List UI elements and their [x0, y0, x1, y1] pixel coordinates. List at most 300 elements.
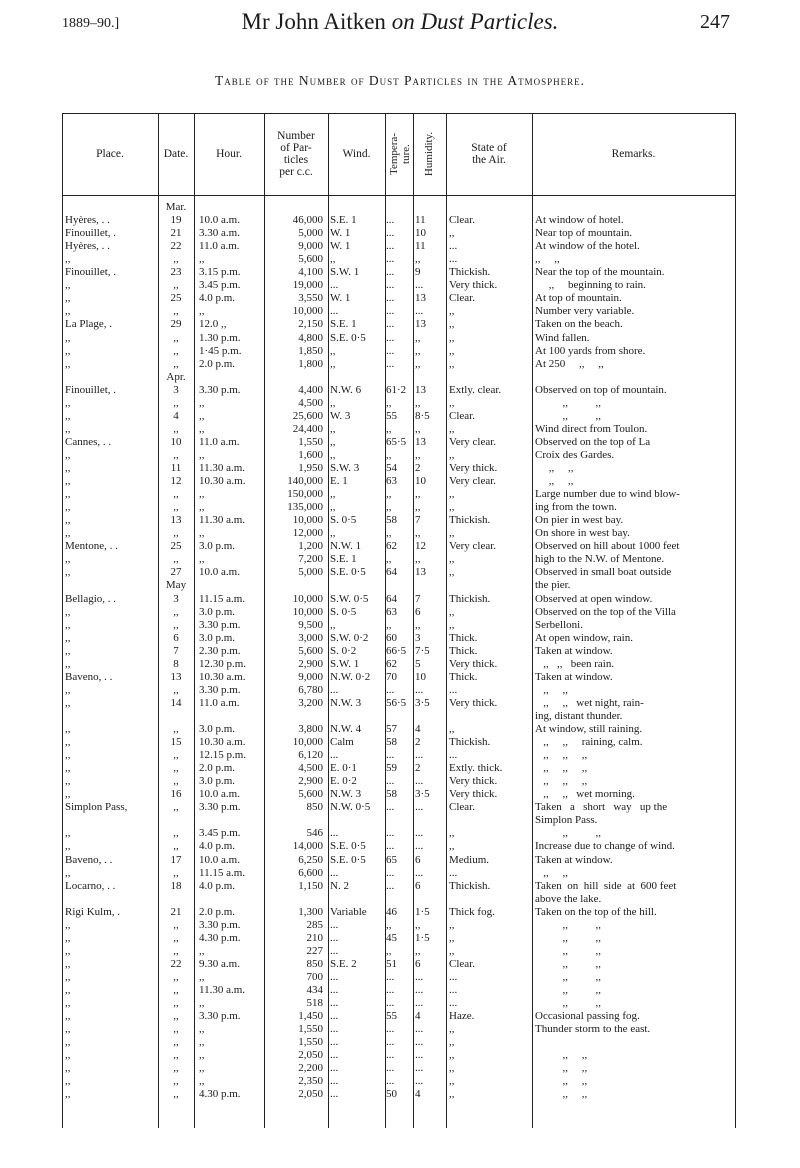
cell-temperature: 65 [386, 853, 397, 866]
column-header-remarks: Remarks. [611, 148, 656, 160]
cell-humidity: 5 [415, 657, 421, 670]
cell-wind: E. 0·2 [330, 775, 357, 788]
table-row [62, 397, 736, 410]
cell-hour: 3.30 p.m. [199, 618, 241, 631]
cell-humidity: 1·5 [415, 931, 430, 944]
cell-state: ,, [449, 618, 455, 631]
cell-remarks: ,, ,, [535, 957, 601, 970]
cell-place: ,, [65, 1088, 71, 1101]
page-header [0, 0, 800, 60]
cell-date: ,, [173, 1036, 179, 1049]
cell-date: ,, [173, 527, 179, 540]
cell-number: 9,500 [298, 618, 323, 631]
table-row [62, 945, 736, 958]
cell-place: Baveno, . . [65, 670, 113, 683]
cell-wind: ,, [330, 488, 336, 501]
cell-hour: 4.0 p.m. [199, 840, 236, 853]
cell-temperature: 45 [386, 931, 397, 944]
cell-place: Locarno, . . [65, 879, 116, 892]
table-row [62, 332, 736, 345]
cell-temperature: 62 [386, 540, 397, 553]
cell-place: ,, [65, 866, 71, 879]
cell-place: Hyères, . . [65, 240, 110, 253]
cell-remarks: ,, ,, [535, 462, 574, 474]
cell-place: ,, [65, 957, 71, 970]
cell-number: 1,450 [298, 1010, 323, 1023]
cell-date: ,, [173, 1049, 179, 1062]
cell-humidity: ... [415, 1023, 424, 1036]
cell-humidity: ,, [415, 618, 421, 631]
cell-place: ,, [65, 1010, 71, 1023]
cell-humidity: ,, [415, 448, 421, 461]
cell-wind: ... [330, 944, 339, 957]
cell-state: ... [449, 984, 458, 996]
cell-hour: ,, [199, 944, 205, 957]
cell-number: 9,000 [298, 240, 323, 253]
cell-place: ,, [65, 279, 71, 292]
table-row [62, 762, 736, 775]
cell-temperature: ,, [386, 944, 392, 957]
cell-date: ,, [173, 331, 179, 344]
cell-wind: S. 0·5 [330, 514, 357, 527]
cell-state: ,, [449, 357, 455, 370]
cell-place: ,, [65, 305, 71, 318]
cell-place: ,, [65, 683, 71, 696]
cell-state: ,, [449, 318, 455, 331]
table-row [62, 475, 736, 488]
cell-remarks: Taken at window. [535, 670, 613, 683]
cell-remarks: At open window, rain. [535, 631, 633, 644]
cell-place: ,, [65, 775, 71, 788]
cell-remarks: Taken on hill side at 600 feet [535, 879, 677, 892]
cell-temperature: ... [386, 240, 395, 253]
cell-number: 1,300 [298, 905, 323, 918]
cell-place: ,, [65, 723, 71, 735]
cell-state: ,, [449, 1088, 455, 1101]
cell-hour: 9.30 a.m. [199, 957, 240, 970]
table-row [62, 410, 736, 423]
cell-hour: ,, [199, 253, 205, 266]
cell-remarks: ,, ,, [535, 409, 601, 422]
cell-hour: 2.0 p.m. [199, 905, 236, 918]
cell-remarks: Observed on hill about 1000 feet [535, 540, 680, 553]
cell-humidity: 13 [415, 318, 426, 331]
cell-date: 16 [170, 788, 182, 801]
cell-state: ... [449, 749, 458, 762]
cell-number: 5,000 [298, 566, 323, 579]
cell-number: 9,000 [298, 670, 323, 683]
cell-hour: 12.0 ,, [199, 318, 227, 331]
cell-wind: ,, [330, 396, 336, 409]
cell-hour: ,, [199, 1023, 205, 1036]
cell-remarks: ,, ,, wet morning. [535, 788, 635, 801]
cell-date: 21 [170, 227, 182, 240]
cell-wind: S. 0·5 [330, 605, 357, 618]
cell-state: ... [449, 997, 458, 1010]
cell-number: 1,950 [298, 462, 323, 474]
table-row [62, 997, 736, 1010]
cell-temperature: ... [386, 775, 395, 788]
cell-hour: 4.0 p.m. [199, 292, 236, 305]
table-row [62, 436, 736, 449]
table-row [62, 1062, 736, 1075]
cell-humidity: 8·5 [415, 409, 430, 422]
table-row [62, 606, 736, 619]
cell-date: ,, [173, 448, 179, 461]
cell-humidity: ,, [415, 396, 421, 409]
cell-remarks: Taken at window. [535, 644, 613, 657]
cell-date: ,, [173, 931, 179, 944]
cell-temperature: 60 [386, 631, 397, 644]
cell-state: Very clear. [449, 540, 497, 553]
cell-date: May [165, 579, 187, 592]
cell-remarks: At window of hotel. [535, 214, 624, 227]
cell-date: ,, [173, 683, 179, 696]
cell-hour: ,, [199, 527, 205, 540]
cell-state: ,, [449, 227, 455, 240]
cell-temperature: 58 [386, 736, 397, 749]
cell-place: ,, [65, 396, 71, 409]
cell-remarks: the pier. [535, 579, 571, 592]
cell-humidity: 1·5 [415, 905, 430, 918]
cell-hour: 10.0 a.m. [199, 788, 240, 801]
cell-number: 227 [306, 944, 323, 957]
table-title: Table of the Number of Dust Particles in the Atmosphere. [215, 73, 585, 88]
cell-date: ,, [173, 344, 179, 357]
column-header-state-line: the Air. [472, 154, 506, 166]
cell-state: ,, [449, 566, 455, 579]
cell-wind: S.E. 0·5 [330, 840, 366, 853]
table-row [62, 619, 736, 632]
cell-place: ,, [65, 696, 71, 709]
cell-wind: N.W. 3 [330, 788, 362, 801]
cell-remarks: high to the N.W. of Mentone. [535, 553, 665, 566]
cell-state: Very thick. [449, 657, 498, 670]
cell-hour: 2.0 p.m. [199, 762, 236, 775]
cell-place: ,, [65, 292, 71, 305]
cell-hour: 10.0 a.m. [199, 566, 240, 579]
cell-wind: N.W. 0·2 [330, 670, 371, 683]
table-row [62, 462, 736, 475]
cell-state: Very thick. [449, 696, 498, 709]
cell-place: ,, [65, 984, 71, 996]
cell-wind: ,, [330, 448, 336, 461]
cell-number: 5,600 [298, 788, 323, 801]
cell-wind: ... [330, 1036, 339, 1049]
column-header-number-line: Number [277, 130, 315, 142]
cell-hour: 10.30 a.m. [199, 736, 246, 749]
cell-wind: ,, [330, 435, 336, 448]
cell-hour: 2.0 p.m. [199, 357, 236, 370]
cell-date: ,, [173, 1088, 179, 1101]
cell-wind: E. 0·1 [330, 762, 357, 775]
cell-state: ,, [449, 488, 455, 501]
cell-temperature: ... [386, 1023, 395, 1036]
cell-humidity: 2 [415, 462, 421, 474]
cell-humidity: ... [415, 1075, 424, 1088]
cell-humidity: 10 [415, 475, 426, 488]
cell-humidity: 6 [415, 879, 421, 892]
cell-remarks: above the lake. [535, 892, 602, 905]
cell-state: ,, [449, 1075, 455, 1088]
cell-number: 518 [306, 997, 323, 1010]
cell-remarks: Simplon Pass. [535, 814, 598, 827]
cell-state: Thickish. [449, 736, 491, 749]
table-row [62, 854, 736, 867]
cell-place: ,, [65, 462, 71, 474]
cell-remarks: At top of mountain. [535, 292, 622, 305]
cell-state: Thickish. [449, 514, 491, 527]
cell-wind: S.W. 1 [330, 657, 360, 670]
cell-temperature: 66·5 [386, 644, 407, 657]
cell-place: ,, [65, 840, 71, 853]
cell-hour: 4.0 p.m. [199, 879, 236, 892]
cell-date: ,, [173, 1023, 179, 1036]
cell-wind: ... [330, 1049, 339, 1062]
cell-number: 6,600 [298, 866, 323, 879]
table-row [62, 906, 736, 919]
cell-temperature: ... [386, 1036, 395, 1049]
cell-temperature: ... [386, 970, 395, 983]
cell-hour: 11.0 a.m. [199, 696, 240, 709]
cell-date: 25 [170, 292, 182, 305]
table-row [62, 501, 736, 514]
cell-number: 4,400 [298, 383, 323, 396]
cell-date: 22 [170, 240, 182, 253]
cell-hour: 1·45 p.m. [199, 344, 242, 357]
cell-remarks: Observed on the top of the Villa [535, 605, 676, 618]
cell-state: Thick fog. [449, 905, 495, 918]
cell-hour: 1.30 p.m. [199, 331, 241, 344]
table-row [62, 723, 736, 736]
running-head-topic: on Dust Particles. [391, 9, 559, 34]
cell-hour: ,, [199, 448, 205, 461]
cell-temperature: ... [386, 318, 395, 331]
cell-state: ,, [449, 305, 455, 318]
cell-hour: 3.30 p.m. [199, 1010, 241, 1023]
cell-state: Very clear. [449, 475, 497, 488]
cell-humidity: 3·5 [415, 788, 430, 801]
cell-humidity: ,, [415, 501, 421, 514]
cell-date: ,, [173, 279, 179, 292]
cell-temperature: 64 [386, 566, 397, 579]
table-row [62, 801, 736, 814]
cell-humidity: ... [415, 1036, 424, 1049]
cell-wind: ,, [330, 422, 336, 435]
cell-date: 11 [170, 462, 182, 474]
cell-wind: E. 1 [330, 475, 348, 488]
cell-temperature: ,, [386, 618, 392, 631]
cell-remarks: Observed on top of mountain. [535, 383, 667, 396]
cell-state: ,, [449, 1062, 455, 1075]
cell-number: 14,000 [292, 840, 323, 853]
cell-remarks: ,, ,, wet night, rain- [535, 696, 644, 709]
cell-remarks: ,, ,, [535, 1075, 588, 1088]
cell-temperature: ... [386, 331, 395, 344]
cell-date: ,, [173, 970, 179, 983]
cell-number: 2,050 [298, 1088, 323, 1101]
table-row [62, 566, 736, 579]
cell-date: 21 [170, 905, 182, 918]
cell-date: ,, [173, 723, 179, 735]
table-row [62, 553, 736, 566]
cell-number: 46,000 [292, 214, 323, 227]
cell-remarks: Taken on the beach. [535, 318, 623, 331]
cell-place: ,, [65, 644, 71, 657]
column-header-wind: Wind. [342, 148, 371, 160]
table-row [62, 840, 736, 853]
cell-number: 1,550 [298, 1036, 323, 1049]
cell-number: 5,000 [298, 227, 323, 240]
cell-temperature: 57 [386, 723, 397, 735]
cell-remarks: ,, ,, raining, calm. [535, 736, 643, 749]
running-head-author: Mr John Aitken [241, 9, 392, 34]
cell-place: ,, [65, 514, 71, 527]
cell-hour: 3.45 p.m. [199, 279, 241, 292]
cell-date: ,, [173, 749, 179, 762]
cell-number: 1,800 [298, 357, 323, 370]
cell-hour: 3.45 p.m. [199, 827, 241, 840]
cell-number: 2,350 [298, 1075, 323, 1088]
cell-humidity: 4 [415, 1010, 421, 1023]
cell-wind: ... [330, 997, 339, 1010]
cell-wind: S.E. 1 [330, 553, 357, 566]
table-row [62, 645, 736, 658]
cell-wind: S.E. 0·5 [330, 566, 366, 579]
cell-humidity: ... [415, 1062, 424, 1075]
table-row [62, 305, 736, 318]
cell-place: Hyères, . . [65, 214, 110, 227]
cell-remarks: ,, ,, [535, 1088, 588, 1101]
table-row [62, 345, 736, 358]
table-row [62, 593, 736, 606]
cell-number: 4,500 [298, 396, 323, 409]
cell-state: ,, [449, 1049, 455, 1062]
table-row [62, 814, 736, 827]
table-row [62, 527, 736, 540]
cell-wind: N.W. 1 [330, 540, 362, 553]
cell-humidity: ... [415, 1049, 424, 1062]
column-header-state-line: State of [471, 142, 507, 154]
cell-remarks: Observed on the top of La [535, 435, 651, 448]
cell-date: ,, [173, 618, 179, 631]
cell-temperature: ,, [386, 918, 392, 931]
cell-hour: 3.0 p.m. [199, 605, 236, 618]
cell-date: 12 [170, 475, 182, 488]
cell-wind: N.W. 4 [330, 723, 362, 735]
cell-remarks: ,, beginning to rain. [535, 279, 646, 292]
cell-temperature: 55 [386, 409, 397, 422]
cell-humidity: ... [415, 305, 424, 318]
cell-date: 17 [170, 853, 182, 866]
cell-date: ,, [173, 827, 179, 840]
cell-place: ,, [65, 1062, 71, 1075]
cell-wind: N. 2 [330, 879, 349, 892]
cell-place: Cannes, . . [65, 435, 112, 448]
cell-date: ,, [173, 605, 179, 618]
table-row [62, 423, 736, 436]
cell-state: Clear. [449, 801, 475, 814]
table-row [62, 971, 736, 984]
cell-number: 135,000 [287, 501, 323, 514]
cell-state: ... [449, 253, 458, 266]
cell-wind: ... [330, 305, 339, 318]
cell-remarks: Near top of mountain. [535, 227, 633, 240]
cell-remarks: ,, ,, [535, 253, 560, 266]
cell-wind: ... [330, 279, 339, 292]
cell-hour: 3.30 p.m. [199, 383, 241, 396]
cell-wind: N.W. 0·5 [330, 801, 371, 814]
cell-state: Very clear. [449, 435, 497, 448]
cell-hour: ,, [199, 970, 205, 983]
cell-remarks: ,, ,, ,, [535, 749, 588, 762]
cell-number: 5,600 [298, 253, 323, 266]
cell-temperature: ,, [386, 527, 392, 540]
cell-state: ,, [449, 827, 455, 840]
cell-temperature: ... [386, 1075, 395, 1088]
cell-number: 6,250 [298, 853, 323, 866]
cell-remarks: At 250 ,, ,, [535, 357, 604, 370]
table-row [62, 919, 736, 932]
cell-humidity: ... [415, 840, 424, 853]
cell-wind: N.W. 3 [330, 696, 362, 709]
cell-hour: 3.30 p.m. [199, 801, 241, 814]
cell-place: ,, [65, 409, 71, 422]
cell-humidity: ... [415, 997, 424, 1010]
cell-hour: ,, [199, 553, 205, 566]
cell-number: 10,000 [292, 736, 323, 749]
cell-humidity: 10 [415, 670, 426, 683]
cell-temperature: 64 [386, 592, 397, 605]
cell-place: ,, [65, 657, 71, 670]
cell-remarks: Number very variable. [535, 305, 635, 318]
cell-state: ,, [449, 396, 455, 409]
cell-temperature: 55 [386, 1010, 397, 1023]
cell-number: 24,400 [292, 422, 323, 435]
cell-hour: 3.15 p.m. [199, 266, 241, 279]
cell-remarks: Taken at window. [535, 853, 613, 866]
cell-temperature: ... [386, 227, 395, 240]
cell-date: 4 [173, 409, 179, 422]
cell-state: ,, [449, 918, 455, 931]
cell-state: Clear. [449, 957, 475, 970]
cell-wind: ,, [330, 344, 336, 357]
cell-date: 25 [170, 540, 182, 553]
cell-hour: ,, [199, 1075, 205, 1088]
cell-state: Extly. thick. [449, 762, 503, 775]
cell-date: Mar. [165, 201, 187, 213]
cell-hour: 11.0 a.m. [199, 435, 240, 448]
cell-hour: ,, [199, 305, 205, 318]
cell-number: 1,550 [298, 435, 323, 448]
table-row [62, 658, 736, 671]
table-row [62, 1049, 736, 1062]
cell-wind: W. 3 [330, 409, 351, 422]
dust-particles-table [62, 113, 736, 1128]
cell-state: ,, [449, 448, 455, 461]
cell-number: 4,500 [298, 762, 323, 775]
table-row [62, 775, 736, 788]
cell-hour: 11.15 a.m. [199, 866, 246, 879]
cell-place: Finouillet, . [65, 383, 117, 396]
column-header-number-line: of Par- [280, 142, 312, 154]
cell-date: 3 [173, 592, 179, 605]
cell-wind: Variable [330, 905, 367, 918]
cell-temperature: ,, [386, 396, 392, 409]
cell-date: ,, [173, 253, 179, 266]
cell-hour: ,, [199, 1036, 205, 1049]
cell-number: 6,780 [298, 683, 323, 696]
